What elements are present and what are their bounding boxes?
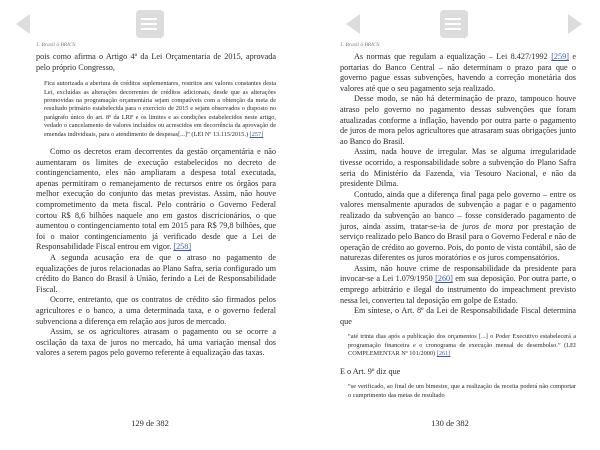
table-of-contents-button[interactable] [136,10,164,38]
chevron-left-icon [346,14,360,34]
paragraph [36,147,276,253]
footnote-link[interactable]: [259] [551,52,569,61]
next-page-button[interactable] [562,12,586,36]
emphasis-text: juros de mora [462,221,513,231]
paragraph: E o Art. 9º diz que [340,366,401,376]
paragraph: Assim, nada houve de irregular. Mas se alguma irregularidade tivesse ocorrido, a responsabilidade sobre a subvenção do Plano Safra seria do Ministério da Fazenda, via Tesouro Nacional, e não da presidente Dilma. [340,147,576,189]
previous-page-button-right[interactable] [342,12,366,36]
paragraph [340,52,576,94]
paragraph-text: Como os decretos eram decorrentes da gestão orçamentária e não aumentaram os limites de execução estabelecidos no decreto de contingenciamento, eles não ampliaram a despesa total executada, apenas permitiram o remanejamento de recursos entre os órgãos para melhor execução do conjunto das metas previstas. Assim, não houve comprometimento da meta fiscal. Pelo contrário o Governo Federal cortou R$ 8,6 bilhões naquele ano em gastos discricionários, o que aumentou o contingenciamento total em 2015 para R$ 79,8 bilhões, que foi o maior contingenciamento já verificado desde que a Lei de Responsabilidade Fiscal entrou em vigor. [36,147,276,252]
paragraph-text: As normas que regulam a equalização – Lei 8.427/1992 [354,52,548,61]
quote-text: Fica autorizada a abertura de créditos suplementares, restritos aos valores constantes desta Lei, excluídas as alterações decorrentes de créditos adicionais, desde que as alterações promovidas na programação orçamentária sejam compatíveis com a obtenção da meta de resultado primário estabelecida para o exercício de 2015 e sejam observados o disposto no parágrafo único do art. 8º da LRF e os limites e as condições estabelecidos neste artigo, vedado o cancelamento de valores incluídos ou acrescidos em decorrência da aprovação de emendas individuais, para o atendimento de despesas[...]” (LEI Nº 13.115/2015.) [44,80,276,138]
footnote-link[interactable]: [260] [435,274,453,284]
chevron-left-icon [16,14,30,34]
previous-page-button[interactable] [12,12,36,36]
table-of-contents-button-right[interactable] [440,10,468,38]
running-header: 1. Brasil à BRICS [36,42,76,48]
paragraph-text: por prestação de serviço realizado pelo Banco do Brasil para o Governo Federal e não de operação de crédito ao governo. Pois, do ponto de vista contábil, são de naturezas diferentes os juros moratórios e os juros compensatórios. [340,221,577,263]
block-quote [348,333,576,358]
footnote-link[interactable]: [257] [249,130,264,138]
paragraph-text: em sua deposição. Por outra parte, o emprego arbitrário e ilegal do instrumento do impeachment previsto nessa lei, converteu tal deposição em golpe de Estado. [340,274,576,305]
paragraph [340,264,576,306]
paragraph: A segunda acusação era de que o atraso no pagamento de equalizações de juros relacionadas ao Plano Safra, seria configurado um crédito do Banco do Brasil à União, ferindo a Lei de Responsabilidade Fiscal. [36,252,276,294]
paragraph-text: Contudo, ainda que a diferença final paga pelo governo – entre os valores mensalmente apurados de subvenção a pagar e o pagamento realizado da subvenção ao banco – fosse considerado pagamento de juros, ainda assim, tratar-se-ia de [340,189,576,231]
page-number: 129 de 382 [131,418,169,428]
paragraph: Assim, se os agricultores atrasam o pagamento ou se ocorre a oscilação da taxa de juros no mercado, há uma variação mensal dos valores a serem pagos pelo governo referente à equalização das taxas. [36,327,276,358]
chevron-right-icon [568,14,582,34]
quote-text: “até trinta dias após a publicação dos orçamentos [...] o Poder Executivo estabelecerá a programação financeira e o cronograma de execução mensal de desembolso.” (LEI COMPLEMENTAR Nº 101/2000) [348,333,576,358]
paragraph: pois como afirma o Artigo 4º da Lei Orçamentaria de 2015, aprovada pelo próprio Congresso, [36,52,276,72]
paragraph [340,190,576,264]
page-number: 130 de 382 [431,418,469,428]
paragraph-text: e portarias do Banco Central – não determinam o prazo para que o governo pague essas subvenções, havendo a correção monetária dos valores até que o seu pagamento seja realizado. [340,52,577,93]
running-header: 1. Brasil à BRICS [340,42,380,48]
block-quote: “se verificado, ao final de um bimestre, que a realização da receita poderá não comportar o cumprimento das metas de resultado [348,383,576,399]
block-quote [44,80,276,139]
page-body [340,52,576,408]
paragraph: Ocorre, entretanto, que os contratos de crédito são firmados pelos agricultores e o banco, a uma determinada taxa, e o governo federal subvenciona a diferença em relação aos juros de mercado. [36,295,276,326]
footnote-link[interactable]: [261] [436,350,451,358]
paragraph-text: Assim, não houve crime de responsabilidade da presidente para invocar-se a Lei 1.079/1950 [340,263,576,284]
paragraph: Em síntese, o Art. 8º da Lei de Responsabilidade Fiscal determina que [340,306,576,326]
page-body [36,52,276,359]
right-page [300,0,600,450]
footnote-link[interactable]: [258] [173,242,192,252]
paragraph: Desse modo, se não há determinação de prazo, tampouco houve atraso pelo governo no pagamento dessas subvenções que foram atualizadas conforme a inflação, havendo por outra parte o pagamento de juros de mora pelos agricultores que atrasaram suas obrigações junto ao Banco do Brasil. [340,94,576,146]
